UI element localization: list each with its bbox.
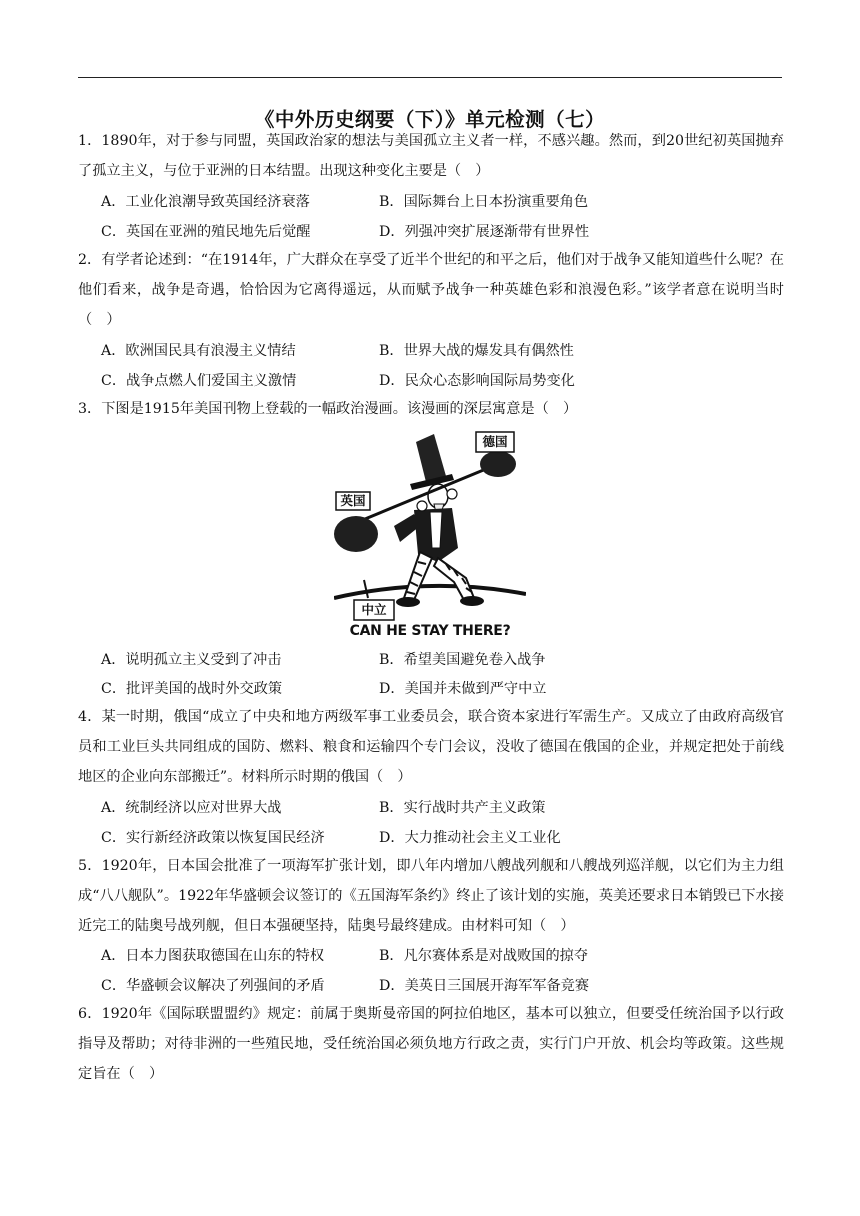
question-4-option-c: C．实行新经济政策以恢复国民经济 <box>101 830 325 846</box>
header-rule <box>78 77 782 78</box>
question-3-option-a: A．说明孤立主义受到了冲击 <box>101 652 282 668</box>
question-1-option-a: A．工业化浪潮导致英国经济衰落 <box>101 194 310 210</box>
question-2-stem: 2．有学者论述到：“在1914年，广大群众在享受了近半个世纪的和平之后，他们对于战争又能知道些什么呢？在他们看来，战争是奇遇，恰恰因为它离得遥远，从而赋予战争一种英雄色彩和浪漫色彩。”该学者意在说明当时（ ） <box>78 252 784 328</box>
cartoon-caption: CAN HE STAY THERE? <box>349 623 511 639</box>
question-4-stem: 4．某一时期，俄国“成立了中央和地方两级军事工业委员会，联合资本家进行军需生产。又成立了由政府高级官员和工业巨头共同组成的国防、燃料、粮食和运输四个专门会议，没收了德国在俄国的企业，并规定把处于前线地区的企业向东部搬迁”。材料所示时期的俄国（ ） <box>78 709 784 785</box>
question-2-option-c: C．战争点燃人们爱国主义激情 <box>101 373 297 389</box>
political-cartoon <box>334 430 526 640</box>
question-3-option-c: C．批评美国的战时外交政策 <box>101 681 283 697</box>
question-2-option-a: A．欧洲国民具有浪漫主义情结 <box>101 343 296 359</box>
question-3-stem: 3．下图是1915年美国刊物上登载的一幅政治漫画。该漫画的深层寓意是（ ） <box>78 401 578 417</box>
question-5-option-d: D．美英日三国展开海军军备竞赛 <box>379 978 590 994</box>
question-3-option-d: D．美国并未做到严守中立 <box>379 681 547 697</box>
question-5-option-c: C．华盛顿会议解决了列强间的矛盾 <box>101 978 325 994</box>
question-5-stem: 5．1920年，日本国会批准了一项海军扩张计划，即八年内增加八艘战列舰和八艘战列巡洋舰，以它们为主力组成“八八舰队”。1922年华盛顿会议签订的《五国海军条约》终止了该计划的实施，英美还要求日本销毁已下水接近完工的陆奥号战列舰，但日本强硬坚持，陆奥号最终建成。由材料可知（ ） <box>78 858 784 934</box>
question-2-option-d: D．民众心态影响国际局势变化 <box>379 373 575 389</box>
question-1-stem: 1．1890年，对于参与同盟，英国政治家的想法与美国孤立主义者一样，不感兴趣。然而，到20世纪初英国抛弃了孤立主义，与位于亚洲的日本结盟。出现这种变化主要是（ ） <box>78 133 784 179</box>
question-4-option-b: B．实行战时共产主义政策 <box>379 800 546 816</box>
page-title: 《中外历史纲要（下）》单元检测（七） <box>254 108 606 131</box>
question-1-option-b: B．国际舞台上日本扮演重要角色 <box>379 194 589 210</box>
question-5-option-a: A．日本力图获取德国在山东的特权 <box>101 948 325 964</box>
cartoon-label-england: 英国 <box>340 493 366 508</box>
question-6-stem: 6．1920年《国际联盟盟约》规定：前属于奥斯曼帝国的阿拉伯地区，基本可以独立，但要受任统治国予以行政指导及帮助；对待非洲的一些殖民地，受任统治国必须负地方行政之责，实行门户开放、机会均等政策。这些规定旨在（ ） <box>78 1006 784 1082</box>
cartoon-label-germany: 德国 <box>482 434 508 449</box>
question-2-option-b: B．世界大战的爆发具有偶然性 <box>379 343 574 359</box>
question-4-option-d: D．大力推动社会主义工业化 <box>379 830 561 846</box>
cartoon-label-neutral: 中立 <box>361 602 387 617</box>
question-1-option-c: C．英国在亚洲的殖民地先后觉醒 <box>101 224 311 240</box>
question-5-option-b: B．凡尔赛体系是对战败国的掠夺 <box>379 948 589 964</box>
question-4-option-a: A．统制经济以应对世界大战 <box>101 800 282 816</box>
question-3-option-b: B．希望美国避免卷入战争 <box>379 652 546 668</box>
question-1-option-d: D．列强冲突扩展逐渐带有世界性 <box>379 224 590 240</box>
